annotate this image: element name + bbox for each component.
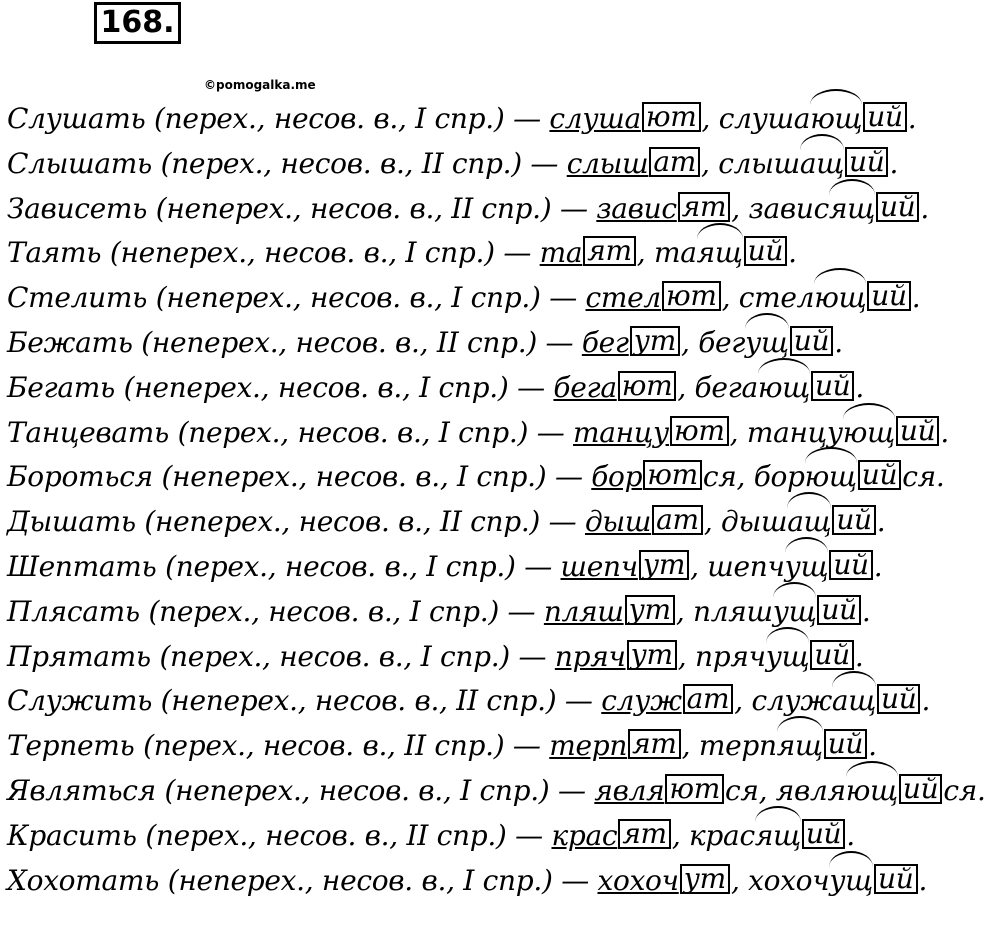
row-tail: . [834,325,843,359]
present-form-stem: бег [581,325,629,359]
present-form [551,816,671,852]
present-form [601,684,734,717]
participle [694,368,856,404]
participle-ending: ий [790,326,833,356]
present-form-stem: бега [553,370,617,404]
participle-ending: ий [858,460,901,490]
participle-stem: та [654,236,697,270]
verb-grammar-info: (неперех., несов. в., II спр.) — [155,191,588,225]
verb-infinitive: Прятать [7,639,151,673]
verb-grammar-info: (неперех., несов. в., I спр.) — [155,281,577,315]
verb-grammar-info: (перех., несов. в., II спр.) — [143,729,541,763]
present-form-stem: слуша [549,102,641,135]
verb-infinitive: Терпеть [7,729,135,763]
watermark: ©pomogalka.me [204,78,316,92]
present-form-ending: ут [680,864,730,894]
present-form-ending: ят [628,729,681,759]
participle-stem: слуша [718,102,811,135]
verb-grammar-info: (неперех., несов. в., I спр.) — [109,236,532,270]
verb-infinitive: Танцевать [7,415,170,449]
participle-suffix: ущ [766,635,810,680]
verb-row [0,859,960,904]
present-form-stem: завис [596,191,677,225]
participle-ending: ий [829,550,872,580]
verb-infinitive: Слышать [7,146,152,180]
present-form [586,281,722,314]
participle-stem: пляш [693,594,773,628]
present-form-ending: ют [642,102,701,132]
present-form-ending: ут [627,640,677,670]
present-form-ending: ют [662,281,721,311]
verb-row [0,814,960,859]
participle-stem: дыш [721,505,788,539]
participle-stem: явля [775,773,846,807]
verb-row [0,276,960,321]
verb-grammar-info: (неперех., несов. в., I спр.) — [123,370,545,404]
present-form-ending: ят [678,192,731,222]
participle [775,771,944,807]
row-tail: . [861,594,871,628]
present-form-ending: ят [618,819,671,849]
verb-row [0,366,960,411]
present-form [553,368,677,404]
present-form-ending: ют [618,371,677,401]
verb-grammar-info: (перех., несов. в., II спр.) — [160,146,559,180]
participle [693,592,862,628]
participle-suffix: ущ [773,590,817,635]
participle-stem: крас [689,818,755,852]
form-separator: ся, [724,773,776,807]
participle-ending: ий [896,416,939,446]
participle-stem: стел [738,281,815,315]
form-separator: , [636,236,654,270]
participle-suffix: ющ [805,455,857,500]
present-form-stem: шепч [560,549,638,583]
verb-grammar-info: (перех., несов. в., I спр.) — [165,549,552,583]
verb-infinitive: Слушать [7,102,146,135]
row-tail: . [918,863,928,897]
participle [654,236,788,269]
form-separator: , [721,281,739,315]
participle-stem: терп [698,729,777,763]
verb-grammar-info: (перех., несов. в., I спр.) — [177,415,565,449]
verb-grammar-info: (неперех., несов. в., II спр.) — [160,684,593,718]
participle [707,547,874,583]
row-tail: . [889,146,899,180]
participle [748,861,918,897]
row-tail: . [921,684,931,718]
present-form [585,505,704,538]
verb-row [0,724,960,769]
present-form [566,144,701,180]
present-form-stem: слыш [566,146,649,180]
participle [721,505,877,538]
participle [719,102,908,135]
verb-infinitive: Таять [7,236,102,270]
verb-infinitive: Красить [7,818,137,852]
verb-infinitive: Бегать [7,370,115,404]
participle-stem: шепч [707,549,785,583]
form-separator: , [731,191,749,225]
verb-infinitive: Хохотать [7,863,160,897]
verb-infinitive: Стелить [7,281,148,315]
participle-suffix: ущ [829,859,873,904]
participle [694,637,855,673]
verb-infinitive: Являться [7,773,156,807]
participle-stem: служ [751,684,832,718]
participle-suffix: ящ [697,231,743,276]
form-separator: , [677,639,695,673]
row-tail: . [940,415,949,449]
participle-stem: пряч [694,639,766,673]
participle-suffix: ящ [829,187,875,232]
present-form-stem: дыш [584,505,652,539]
present-form-stem: пряч [554,639,626,673]
form-separator: , [671,818,690,852]
participle-ending: ий [845,147,888,177]
present-form-ending: ат [649,147,700,177]
verb-row [0,769,986,814]
present-form-ending: ат [683,684,734,714]
participle-suffix: ющ [846,769,898,814]
participle-ending: ий [744,236,787,266]
participle-stem: бор [753,460,805,494]
row-tail: ся. [943,773,986,807]
form-separator: , [734,684,752,718]
verb-row [0,635,960,680]
participle-suffix: ащ [787,500,831,545]
present-form-ending: ят [583,236,636,266]
form-separator: , [701,102,719,135]
participle-ending: ий [863,102,906,132]
verb-row [0,590,960,635]
present-form [594,771,725,807]
verb-grammar-info: (неперех., несов. в., I спр.) — [161,460,583,494]
participle-suffix: ющ [810,97,862,142]
row-tail: . [873,549,883,583]
present-form-ending: ат [652,505,703,535]
participle-ending: ий [899,774,942,804]
participle-ending: ий [867,281,910,311]
row-tail: . [846,818,855,852]
participle-suffix: ящ [777,724,823,769]
row-tail: . [876,505,886,539]
verb-infinitive: Плясать [7,594,140,628]
row-tail: ся. [902,460,945,494]
form-separator: , [730,863,749,897]
verb-row [0,679,960,724]
verb-grammar-info: (перех., несов. в., I спр.) — [154,102,541,135]
form-separator: , [680,325,699,359]
verb-list [0,97,986,903]
form-separator: , [681,729,699,763]
participle-ending: ий [810,640,853,670]
participle-ending: ий [817,595,860,625]
present-form [560,547,691,583]
participle-suffix: ащ [800,142,844,187]
present-form-stem: крас [551,818,618,852]
row-tail: . [920,191,930,225]
participle [739,281,912,314]
form-separator: ся, [702,460,754,494]
participle [698,323,834,359]
form-separator: , [677,370,695,404]
participle-suffix: ющ [843,411,895,456]
verb-grammar-info: (неперех., несов. в., II спр.) — [144,505,577,539]
present-form-ending: ут [639,550,689,580]
row-tail: . [907,102,917,135]
present-form-stem: служ [601,684,682,718]
row-tail: . [788,236,797,270]
present-form-ending: ют [665,774,724,804]
verb-row [0,321,960,366]
participle [689,816,846,852]
form-separator: , [690,549,708,583]
participle-stem: слыш [718,146,800,180]
verb-infinitive: Шептать [7,549,157,583]
participle [746,413,941,449]
form-separator: , [729,415,747,449]
present-form [540,236,637,269]
verb-grammar-info: (перех., несов. в., I спр.) — [148,594,536,628]
verb-infinitive: Бежать [7,325,133,359]
participle-ending: ий [877,684,920,714]
participle-ending: ий [802,819,845,849]
row-tail: . [911,281,921,315]
verb-grammar-info: (неперех., несов. в., II спр.) — [141,325,574,359]
participle [754,460,903,493]
participle-stem: завис [748,191,829,225]
present-form [596,189,731,225]
participle [752,684,922,717]
participle-stem: бег [698,325,746,359]
participle [718,144,889,180]
present-form-stem: та [539,236,583,270]
participle-suffix: ющ [758,366,810,411]
present-form-ending: ют [643,460,702,490]
participle-suffix: ящ [755,814,801,859]
participle-stem: бега [694,370,758,404]
present-form-stem: стел [585,281,661,315]
participle [748,189,921,225]
present-form [549,729,681,762]
verb-row [0,187,960,232]
present-form [543,592,676,628]
verb-infinitive: Дышать [7,505,136,539]
form-separator: , [703,505,722,539]
form-separator: , [701,146,719,180]
form-separator: , [675,594,694,628]
verb-grammar-info: (перех., несов. в., II спр.) — [145,818,543,852]
participle-ending: ий [876,192,919,222]
participle-stem: танцу [746,415,843,449]
participle-suffix: ущ [785,545,829,590]
verb-grammar-info: (неперех., несов. в., I спр.) — [167,863,589,897]
present-form-ending: ют [670,416,729,446]
present-form-stem: пляш [543,594,624,628]
present-form [554,637,678,673]
present-form-stem: бор [591,460,643,494]
participle-ending: ий [811,371,854,401]
verb-infinitive: Бороться [7,460,153,494]
verb-grammar-info: (неперех., несов. в., I спр.) — [164,773,586,807]
verb-row [0,142,960,187]
participle-suffix: ющ [814,276,866,321]
present-form-stem: хохоч [597,863,679,897]
row-tail: . [855,370,865,404]
participle-ending: ий [824,729,867,759]
participle-ending: ий [832,505,875,535]
row-tail: . [868,729,877,763]
present-form [597,861,731,897]
verb-row [0,231,960,276]
verb-infinitive: Служить [7,684,153,718]
participle-ending: ий [874,864,917,894]
participle-suffix: ащ [832,679,876,724]
present-form-ending: ут [625,595,675,625]
present-form [591,460,703,493]
present-form [573,413,730,449]
row-tail: . [854,639,864,673]
verb-row [0,545,960,590]
verb-infinitive: Зависеть [7,191,148,225]
present-form-stem: терп [549,729,628,763]
present-form-ending: ут [630,326,680,356]
present-form [549,102,701,135]
present-form-stem: явля [594,773,665,807]
participle-suffix: ущ [745,321,789,366]
present-form [581,323,681,359]
participle-stem: хохоч [748,863,830,897]
verb-grammar-info: (перех., несов. в., I спр.) — [159,639,547,673]
present-form-stem: танцу [573,415,669,449]
exercise-number: 168. [94,2,181,44]
participle [699,729,868,762]
